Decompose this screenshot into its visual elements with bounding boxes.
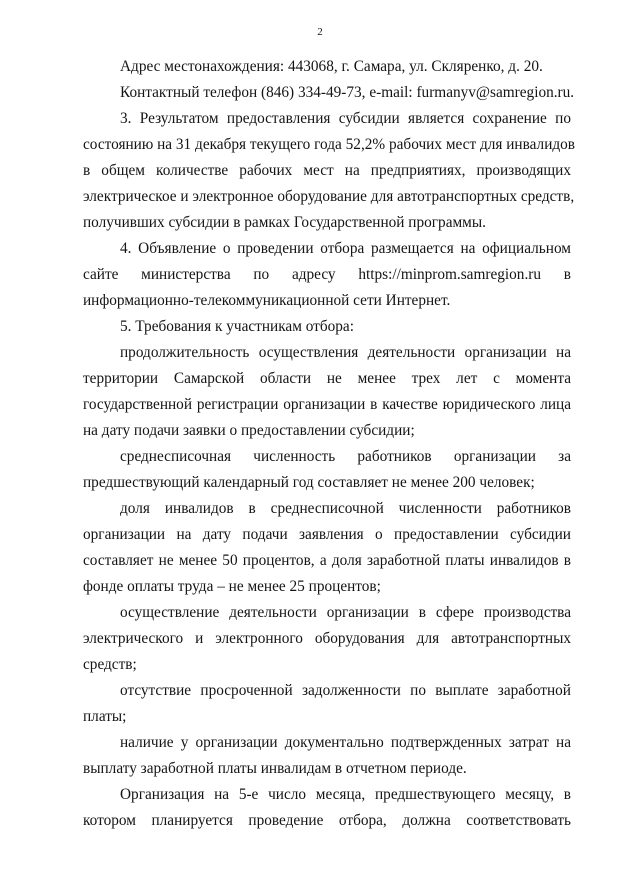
address-line: Адрес местонахождения: 443068, г. Самара, ул. Скляренко, д. 20. [120, 58, 543, 75]
paragraph-4-line-1: 4. Объявление о проведении отбора размещается на официальном [120, 240, 571, 257]
requirement-2-line-1: среднесписочная численность работников организации за [120, 448, 571, 465]
requirement-1-line-2: территории Самарской области не менее трех лет с момента [83, 370, 571, 387]
requirement-2-line-2: предшествующий календарный год составляет не менее 200 человек; [83, 474, 535, 491]
requirement-4-line-3: средств; [83, 656, 137, 673]
requirement-3-line-3: составляет не менее 50 процентов, а доля заработной платы инвалидов в [83, 552, 571, 569]
requirement-5-line-2: платы; [83, 708, 127, 725]
paragraph-3-line-1: 3. Результатом предоставления субсидии является сохранение по [120, 110, 571, 127]
requirement-4-line-2: электрического и электронного оборудования для автотранспортных [83, 630, 571, 647]
requirement-1-line-4: на дату подачи заявки о предоставлении субсидии; [83, 422, 415, 439]
page-number: 2 [317, 26, 323, 38]
requirement-6-line-1: наличие у организации документально подтвержденных затрат на [120, 734, 571, 751]
requirement-4-line-1: осуществление деятельности организации в сфере производства [120, 604, 571, 621]
paragraph-3-line-5: получивших субсидии в рамках Государственной программы. [83, 214, 486, 231]
paragraph-4-line-3: информационно-телекоммуникационной сети Интернет. [83, 292, 451, 309]
paragraph-4-line-2: сайте министерства по адресу https://minprom.samregion.ru в [83, 266, 571, 283]
paragraph-3-line-3: в общем количестве рабочих мест на предприятиях, производящих [83, 162, 571, 179]
paragraph-3-line-4: электрическое и электронное оборудование для автотранспортных средств, [83, 188, 575, 205]
requirement-3-line-4: фонде оплаты труда – не менее 25 процентов; [83, 578, 381, 595]
requirement-3-line-2: организации на дату подачи заявления о предоставлении субсидии [83, 526, 571, 543]
closing-paragraph-line-2: котором планируется проведение отбора, должна соответствовать [83, 812, 571, 829]
requirement-6-line-2: выплату заработной платы инвалидам в отчетном периоде. [83, 760, 467, 777]
paragraph-3-line-2: состоянию на 31 декабря текущего года 52,2% рабочих мест для инвалидов [83, 136, 576, 153]
paragraph-5-heading: 5. Требования к участникам отбора: [120, 318, 354, 335]
requirement-1-line-3: государственной регистрации организации в качестве юридического лица [83, 396, 571, 413]
requirement-1-line-1: продолжительность осуществления деятельности организации на [120, 344, 571, 361]
closing-paragraph-line-1: Организация на 5-е число месяца, предшествующего месяцу, в [120, 786, 571, 803]
contact-line: Контактный телефон (846) 334-49-73, e-mail: furmanyv@samregion.ru. [120, 84, 575, 101]
requirement-3-line-1: доля инвалидов в среднесписочной численности работников [120, 500, 571, 517]
requirement-5-line-1: отсутствие просроченной задолженности по выплате заработной [120, 682, 571, 699]
